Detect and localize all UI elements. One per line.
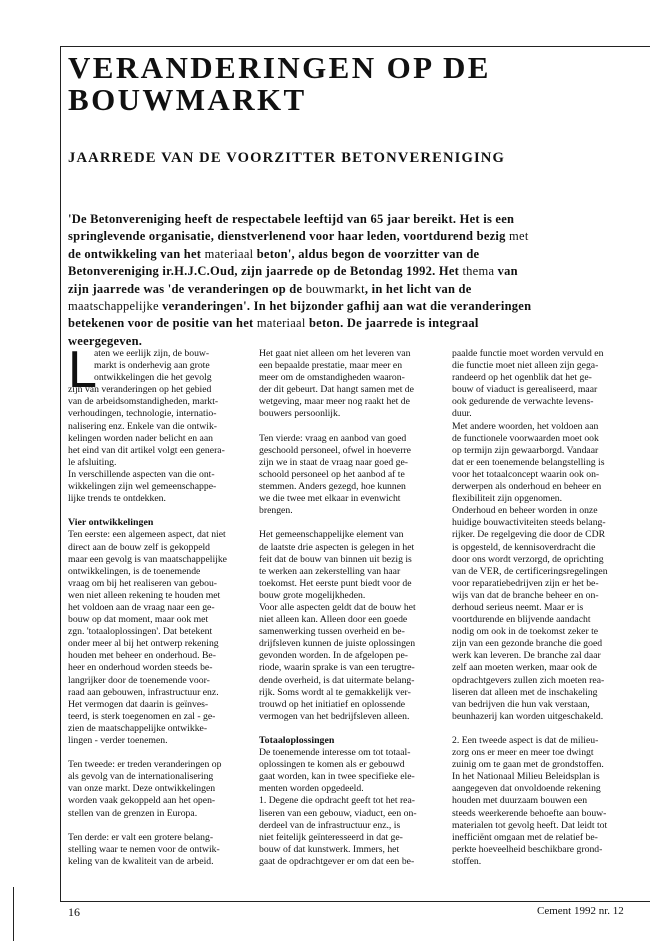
text-line: onder meer al bij het ontwerp rekening [68, 638, 219, 650]
text-line: inefficiënt omgaan met de relatief be- [452, 831, 598, 843]
section-heading: Totaaloplossingen [259, 735, 335, 746]
paragraph-gap [259, 421, 439, 433]
paragraph [68, 529, 248, 747]
text-line: markt is onderhevig aan grote [94, 360, 210, 372]
text-line: keling van de kwaliteit van de arbeid. [68, 855, 214, 867]
text-line: bouwers persoonlijk. [259, 408, 341, 420]
text-line: het voldoen aan de vraag naar een ge- [68, 601, 215, 613]
text-line: nalisering enz. Enkele van die ontwik- [68, 420, 218, 432]
intro-line [68, 211, 643, 228]
text-line: bouw of dat kunstwerk. Immers, het [259, 843, 400, 855]
text-line: we die twee met elkaar in evenwicht [259, 493, 401, 505]
text-line: zelf aan moeten werken, maar ook de [452, 662, 597, 674]
text-line: van bedrijven die hun vak verstaan, [452, 698, 590, 710]
text-line: teerd, is sterk toegenomen en zal - ge- [68, 710, 216, 722]
text-line: als gevolg van de internationalisering [68, 771, 214, 783]
text-line: perkte hoeveelheid beschikbare grond- [452, 843, 603, 855]
intro-text-run: bouwmarkt [305, 281, 365, 296]
intro-text-run: met [509, 229, 529, 244]
text-line: riode, waarin sprake is van een terugtre- [259, 662, 415, 674]
paragraph [68, 384, 248, 505]
text-line: De toenemende interesse om tot totaal- [259, 747, 411, 759]
text-line: voor reparatiebedrijven zijn er het be- [452, 577, 599, 589]
text-line: Het vermogen dat daarin is geïnves- [68, 698, 209, 710]
text-line: een bepaalde prestatie, maar meer en [259, 360, 403, 372]
text-line: is opgesteld, de kennisoverdracht die [452, 541, 596, 553]
paragraph-gap [68, 747, 248, 759]
paragraph [452, 735, 632, 868]
text-line: gevonden worden. In de afgelopen pe- [259, 650, 409, 662]
text-line: beunhazerij kan worden uitgeschakeld. [452, 710, 604, 722]
text-line: liseren van een gebouw, viaduct, een on- [259, 807, 417, 819]
text-line: wen niet alleen rekening te houden met [68, 589, 221, 601]
text-line: wikkelingen zijn wel gemeenschappe- [68, 481, 217, 493]
text-line: paalde functie moet worden vervuld en [452, 348, 604, 359]
article-title-line: BOUWMARKT [68, 82, 307, 117]
text-line: zijn van veranderingen op het gebied [68, 384, 212, 396]
intro-line [68, 263, 643, 280]
intro-text-run: veranderingen'. In het bijzonder gafhij aan wat die veranderingen [158, 299, 532, 314]
intro-text-run: , in het licht van de [364, 281, 472, 296]
text-line: die functie moet niet alleen zijn gega- [452, 360, 599, 372]
text-line: te werken aan zekerstelling van haar [259, 565, 401, 577]
paragraph [259, 433, 439, 518]
text-line: Met andere woorden, het voldoen aan [452, 420, 599, 432]
text-line: van onze markt. Deze ontwikkelingen [68, 783, 216, 795]
paragraph [259, 529, 439, 723]
text-line: rijk. Soms wordt al te gemakkelijk ver- [259, 686, 411, 698]
text-line: vraag om bij het realiseren van gebou- [68, 577, 218, 589]
text-line: voortdurende en blijvende aandacht [452, 614, 591, 626]
text-line: Ten vierde: vraag en aanbod van goed [259, 432, 407, 444]
text-line: toekomst. Het eerste punt biedt voor de [259, 577, 412, 589]
text-line: In het Nationaal Milieu Beleidsplan is [452, 771, 600, 783]
text-line: zijn we in staat de vraag naar goed ge- [259, 456, 409, 468]
text-line: lingen - verder toenemen. [68, 735, 168, 746]
text-line: 2. Een tweede aspect is dat de milieu- [452, 735, 599, 746]
text-line: kelingen worden nader belicht en aan [68, 432, 213, 444]
text-line: stellen van de grenzen in Europa. [68, 807, 198, 819]
text-line: derwerpen als onderhoud en beheer en [452, 481, 602, 493]
text-line: bouw grote mogelijkheden. [259, 589, 366, 601]
text-line: nodig om ook in de toekomst zeker te [452, 626, 599, 638]
intro-text-run: weergegeven. [68, 333, 143, 348]
text-line: meer om de omstandigheden waaron- [259, 372, 405, 384]
article-subtitle: JAARREDE VAN DE VOORZITTER BETONVERENIGING [68, 150, 505, 166]
text-line: worden vaak gekoppeld aan het open- [68, 795, 216, 807]
text-line: dat er een toenemende belangstelling is [452, 456, 605, 468]
text-line: dende overheid, is dat uitermate belang- [259, 674, 415, 686]
text-line: Ten eerste: een algemeen aspect, dat niet [68, 529, 226, 541]
intro-text-run: beton. De jaarrede is integraal [305, 316, 479, 331]
page-number: 16 [68, 905, 80, 919]
paragraph [259, 348, 439, 421]
text-line: raad aan gebouwen, infrastructuur enz. [68, 686, 219, 698]
journal-reference: Cement 1992 nr. 12 [537, 905, 624, 917]
text-line: houden met beheer en onderhoud. Be- [68, 650, 216, 662]
frame-rule-left [60, 46, 61, 901]
text-line: gaat de opdrachtgever er om dat een be- [259, 855, 415, 867]
text-line: maar een gevolg is van maatschappelijke [68, 553, 227, 565]
text-line: 1. Degene die opdracht geeft tot het rea- [259, 795, 416, 807]
article-title-line: VERANDERINGEN OP DE [68, 50, 491, 85]
text-line: opdrachtgevers zullen zich moeten rea- [452, 674, 605, 686]
text-line: Voor alle aspecten geldt dat de bouw het [259, 601, 416, 613]
intro-text-run: 'De Betonvereniging heeft de respectabele leeftijd van 65 jaar bereikt. Het is een [68, 212, 515, 226]
paragraph-gap [259, 517, 439, 529]
text-line: wijs van dat de branche beheer en on- [452, 589, 599, 601]
intro-text-run: Betonvereniging ir.H.J.C.Oud, zijn jaarrede op de Betondag 1992. Het [68, 264, 463, 279]
text-line: door ons wordt verzorgd, de oprichting [452, 553, 604, 565]
text-line: de laatste drie aspecten is gelegen in het [259, 541, 415, 553]
intro-line [68, 298, 643, 315]
text-line: vermogen van het bedrijfsleven alleen. [259, 710, 410, 722]
intro-text-run: betekenen voor de positie van het [68, 316, 257, 331]
intro-text-run: materiaal [256, 316, 306, 331]
text-line: brengen. [259, 505, 293, 517]
article-title [68, 52, 638, 116]
frame-rule-bottom [60, 901, 650, 902]
text-line: derhoud serieus neemt. Maar er is [452, 601, 584, 613]
paragraph [259, 747, 439, 868]
text-line: van de arbeidsomstandigheden, markt- [68, 396, 219, 408]
text-line: schoold personeel op het aanbod af te [259, 468, 405, 480]
text-line: duur. [452, 408, 472, 420]
paragraph [68, 832, 248, 868]
text-line: menten worden opgedeeld. [259, 783, 364, 795]
text-line: oplossingen te komen als er gebouwd [259, 759, 405, 771]
text-line: In verschillende aspecten van die ont- [68, 468, 215, 480]
text-line: huidige bouwactiviteiten steeds belang- [452, 517, 606, 529]
intro-text-run: zijn jaarrede was 'de veranderingen op de [68, 281, 306, 296]
text-line: de functionele voorwaarden moet ook [452, 432, 599, 444]
paragraph [68, 759, 248, 819]
text-line: der dit gebeurt. Dat hangt samen met de [259, 384, 414, 396]
text-line: langrijker door de toenemende voor- [68, 674, 210, 686]
text-line: stemmen. Anders gezegd, hoe kunnen [259, 481, 406, 493]
paragraph-gap [68, 505, 248, 517]
text-line: aten we eerlijk zijn, de bouw- [94, 348, 210, 359]
text-line: feit dat de bouw van binnen uit bezig is [259, 553, 412, 565]
text-line: Onderhoud en beheer worden in onze [452, 505, 598, 517]
text-line: zijn van een gezonde branche die goed [452, 638, 603, 650]
text-line: liseren dat alleen met de inschakeling [452, 686, 598, 698]
text-line: lijke trends te ontdekken. [68, 493, 166, 505]
intro-line [68, 228, 643, 245]
text-line: materialen tot gevolg heeft. Dat leidt tot [452, 819, 608, 831]
text-line: Ten tweede: er treden veranderingen op [68, 759, 222, 771]
text-line: bouw op dat moment, maar ook met [68, 614, 209, 626]
text-line: ontwikkelingen, is de toenemende [68, 565, 201, 577]
text-line: zgn. 'totaaloplossingen'. Dat betekent [68, 626, 213, 638]
text-line: ook gedurende de verwachte levens- [452, 396, 594, 408]
text-line: verhoudingen, technologie, internatio- [68, 408, 217, 420]
text-line: zorg ons er meer en meer toe dwingt [452, 747, 594, 759]
intro-text-run: maatschappelijke [68, 299, 159, 314]
text-line: op termijn zijn gewaarborgd. Vandaar [452, 444, 599, 456]
text-line: bouw of viaduct is gerealiseerd, maar [452, 384, 598, 396]
text-line: stelling waar te nemen voor de ontwik- [68, 843, 220, 855]
text-line: steeds weerkerende behoefte aan bouw- [452, 807, 607, 819]
text-line: trouwd op het initiatief en oplossende [259, 698, 406, 710]
text-line: drijfsleven kunnen de juiste oplossingen [259, 638, 416, 650]
intro-line [68, 315, 643, 332]
intro-line [68, 281, 643, 298]
text-line: derdeel van de infrastructuur enz., is [259, 819, 401, 831]
text-line: zuinig om te gaan met de grondstoffen. [452, 759, 604, 771]
drop-cap: L [68, 341, 97, 399]
paragraph-gap [452, 723, 632, 735]
text-line: het eind van dit artikel volgt een genera- [68, 444, 225, 456]
text-line: Ten derde: er valt een grotere belang- [68, 831, 214, 843]
intro-text-run: beton', aldus begon de voorzitter van de [253, 246, 480, 261]
text-line: niet feitelijk geïnteresseerd in dat ge- [259, 831, 403, 843]
intro-text-run: de ontwikkeling van het [68, 246, 205, 261]
text-column-3 [452, 348, 632, 868]
intro-text-run: thema [462, 264, 495, 279]
intro-paragraph [68, 211, 643, 350]
text-line: Het gaat niet alleen om het leveren van [259, 348, 411, 359]
intro-text-run: springlevende organisatie, dienstverlenend voor haar leden, voortdurend bezig [68, 229, 510, 244]
text-line: rijker. De regelgeving die door de CDR [452, 529, 606, 541]
text-column-1 [68, 341, 248, 868]
text-line: wetgeving, maar meer nog raakt het de [259, 396, 410, 408]
text-line: ontwikkelingen die het gevolg [94, 372, 212, 384]
margin-mark [13, 887, 14, 941]
text-line: Het gemeenschappelijke element van [259, 529, 404, 541]
frame-rule-top [60, 46, 650, 47]
text-line: heer en onderhoud worden steeds be- [68, 662, 213, 674]
paragraph-gap [68, 820, 248, 832]
section-heading: Vier ontwikkelingen [68, 517, 154, 529]
text-line: direct aan de bouw zelf is gekoppeld [68, 541, 211, 553]
text-line: houden met duurzaam bouwen een [452, 795, 588, 807]
paragraph-gap [259, 723, 439, 735]
text-line: zien de maatschappelijke ontwikke- [68, 722, 208, 734]
text-line: samenwerking tussen overheid en be- [259, 626, 405, 638]
text-line: van de VER, de certificeringsregelingen [452, 565, 608, 577]
text-line: aangegeven dat onvoldoende rekening [452, 783, 601, 795]
text-line: randeerd op het ogenblik dat het ge- [452, 372, 592, 384]
intro-line [68, 246, 643, 263]
text-line: flexibiliteit zijn opgenomen. [452, 493, 563, 505]
paragraph [452, 348, 632, 723]
intro-text-run: materiaal [204, 246, 254, 261]
text-line: gaat worden, kan in twee specifieke ele- [259, 771, 415, 783]
text-line: le afsluiting. [68, 456, 117, 468]
intro-text-run: van [494, 264, 518, 279]
text-column-2 [259, 348, 439, 868]
text-line: niet alleen kan. Alleen door een goede [259, 614, 408, 626]
text-line: voor het totaalconcept waarin ook on- [452, 468, 600, 480]
text-line: geschoold personeel, ofwel in hoeverre [259, 444, 411, 456]
text-line: werk kan leveren. De branche zal daar [452, 650, 601, 662]
text-line: stoffen. [452, 855, 482, 867]
